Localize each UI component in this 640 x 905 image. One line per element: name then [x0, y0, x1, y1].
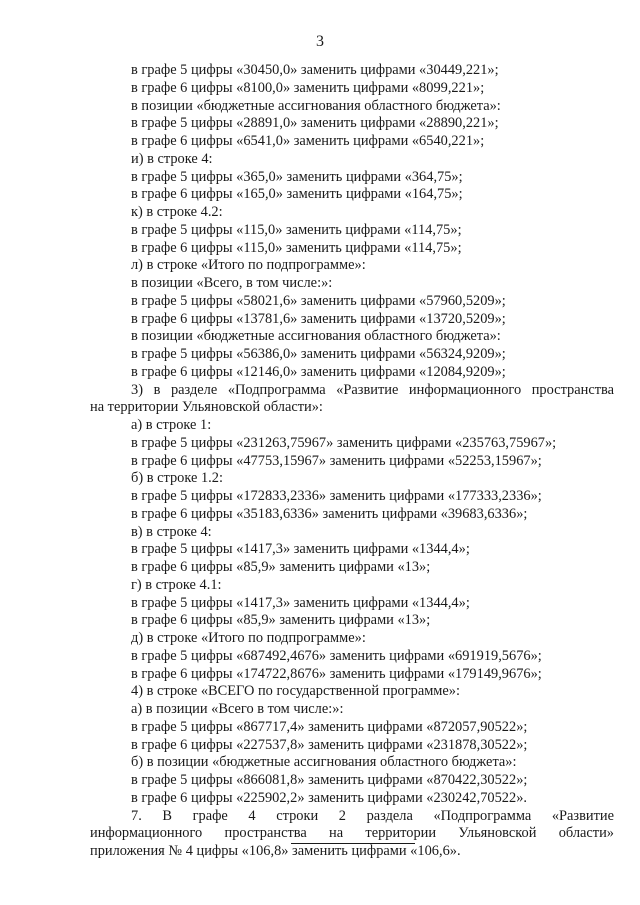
text-line: л) в строке «Итого по подпрограмме»:: [131, 257, 366, 274]
text-line: 7. В графе 4 строки 2 раздела «Подпрограмма «Развитие: [131, 807, 614, 824]
text-line: в графе 6 цифры «227537,8» заменить цифрами «231878,30522»;: [131, 736, 528, 753]
text-line: информационного пространства на территории Ульяновской области»: [90, 825, 614, 842]
text-line: б) в строке 1.2:: [131, 470, 223, 487]
text-line: в графе 5 цифры «30450,0» заменить цифрами «30449,221»;: [131, 62, 499, 78]
document-body: [90, 62, 614, 861]
text-line: в графе 5 цифры «365,0» заменить цифрами «364,75»;: [131, 168, 463, 185]
text-line: в графе 5 цифры «58021,6» заменить цифрами «57960,5209»;: [131, 292, 506, 309]
text-line: 3) в разделе «Подпрограмма «Развитие информационного пространства: [131, 381, 614, 398]
text-line: б) в позиции «бюджетные ассигнования областного бюджета»:: [131, 754, 517, 771]
text-line: в графе 6 цифры «6541,0» заменить цифрами «6540,221»;: [131, 133, 485, 149]
text-line: в графе 6 цифры «47753,15967» заменить цифрами «52253,15967»;: [131, 452, 542, 469]
text-line: в графе 6 цифры «35183,6336» заменить цифрами «39683,6336»;: [131, 505, 528, 522]
text-line: в графе 6 цифры «225902,2» заменить цифрами «230242,70522».: [131, 789, 527, 806]
text-line: в графе 6 цифры «85,9» заменить цифрами «13»;: [131, 559, 431, 575]
text-line: в графе 5 цифры «867717,4» заменить цифрами «872057,90522»;: [131, 718, 528, 735]
text-line: в графе 5 цифры «1417,3» заменить цифрами «1344,4»;: [131, 541, 470, 558]
text-line: и) в строке 4:: [131, 150, 213, 167]
text-line: в) в строке 4:: [131, 523, 212, 540]
text-line: в графе 5 цифры «172833,2336» заменить цифрами «177333,2336»;: [131, 488, 542, 504]
text-line: в графе 6 цифры «165,0» заменить цифрами «164,75»;: [131, 186, 463, 203]
text-line: в позиции «Всего, в том числе:»:: [131, 275, 333, 291]
text-line: в позиции «бюджетные ассигнования областного бюджета»:: [131, 328, 501, 345]
text-line: в графе 6 цифры «13781,6» заменить цифрами «13720,5209»;: [131, 310, 506, 327]
text-line: в позиции «бюджетные ассигнования областного бюджета»:: [131, 97, 501, 114]
text-line: в графе 6 цифры «174722,8676» заменить цифрами «179149,9676»;: [131, 665, 542, 682]
text-line: а) в строке 1:: [131, 417, 212, 433]
text-line: а) в позиции «Всего в том числе:»:: [131, 701, 344, 717]
text-line: в графе 6 цифры «12146,0» заменить цифрами «12084,9209»;: [131, 363, 506, 380]
text-line: в графе 5 цифры «1417,3» заменить цифрами «1344,4»;: [131, 594, 470, 611]
text-line: в графе 6 цифры «8100,0» заменить цифрами «8099,221»;: [131, 79, 485, 96]
text-line: в графе 5 цифры «28891,0» заменить цифрами «28890,221»;: [131, 115, 499, 132]
text-line: в графе 5 цифры «56386,0» заменить цифрами «56324,9209»;: [131, 346, 506, 362]
page-number: 3: [316, 33, 324, 50]
text-line: в графе 5 цифры «115,0» заменить цифрами «114,75»;: [131, 221, 462, 238]
closing-separator-line: [291, 843, 415, 844]
text-line: д) в строке «Итого по подпрограмме»:: [131, 630, 366, 646]
text-line: приложения № 4 цифры «106,8» заменить цифрами «106,6».: [90, 843, 461, 859]
text-line: в графе 5 цифры «866081,8» заменить цифрами «870422,30522»;: [131, 772, 528, 788]
text-line: в графе 5 цифры «687492,4676» заменить цифрами «691919,5676»;: [131, 647, 542, 664]
text-line: в графе 6 цифры «115,0» заменить цифрами «114,75»;: [131, 239, 462, 256]
text-line: к) в строке 4.2:: [131, 204, 223, 220]
text-line: г) в строке 4.1:: [131, 576, 222, 593]
text-line: в графе 5 цифры «231263,75967» заменить цифрами «235763,75967»;: [131, 434, 557, 451]
text-line: 4) в строке «ВСЕГО по государственной программе»:: [131, 683, 460, 700]
text-line: в графе 6 цифры «85,9» заменить цифрами «13»;: [131, 612, 431, 629]
text-line: на территории Ульяновской области»:: [90, 399, 323, 416]
